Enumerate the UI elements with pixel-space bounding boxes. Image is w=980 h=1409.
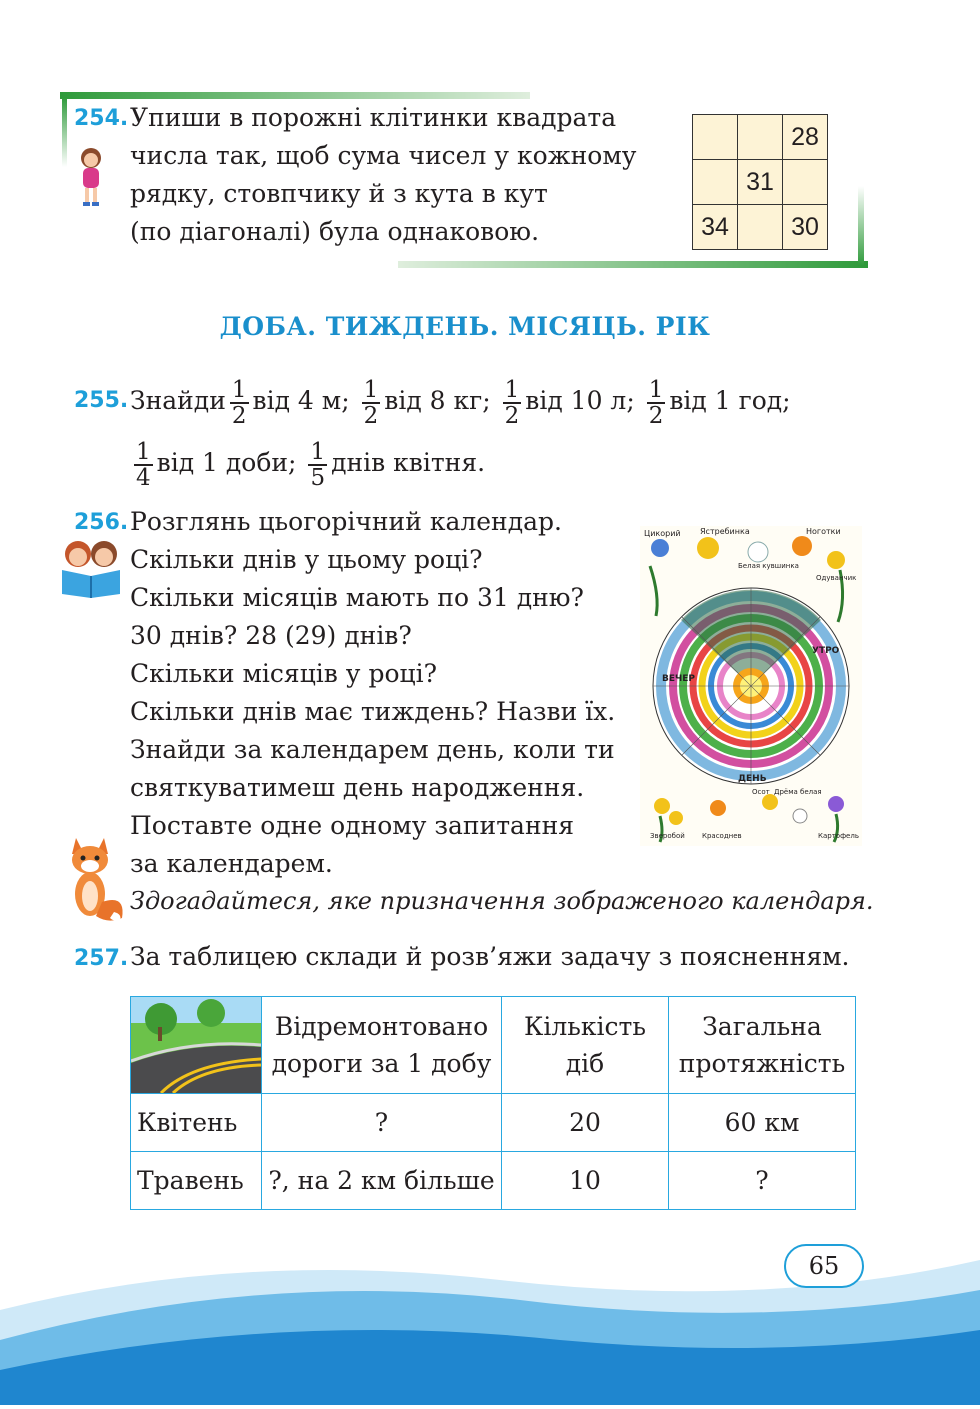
grid-cell[interactable]: [738, 205, 783, 250]
calendar-label: Зверобой: [650, 832, 685, 840]
frame-left-bar: [62, 97, 67, 167]
task-257-number: 257.: [74, 946, 129, 971]
task-255-text: днів квітня.: [331, 448, 486, 477]
calendar-label: Ноготки: [806, 527, 841, 536]
table-row: [131, 1094, 856, 1152]
grid-cell: 30: [783, 205, 828, 250]
calendar-label: Красоднев: [702, 832, 742, 840]
task-255-text: від 1 доби;: [156, 448, 297, 477]
header-line: Відремонтовано: [274, 1012, 489, 1041]
grid-cell[interactable]: [693, 160, 738, 205]
fraction-denominator: 2: [231, 402, 247, 429]
fraction-numerator: 1: [231, 376, 247, 403]
fraction-numerator: 1: [504, 376, 520, 403]
calendar-label: Осот: [752, 788, 770, 796]
task-256-line: Скільки днів у цьому році?: [130, 545, 483, 574]
grid-cell[interactable]: [738, 115, 783, 160]
frame-right-bar: [858, 186, 864, 266]
calendar-label: Картофель: [818, 832, 859, 840]
header-per-day: [262, 997, 502, 1094]
task-256-line: Скільки місяців у році?: [130, 659, 437, 688]
task-256-line: 30 днів? 28 (29) днів?: [130, 621, 412, 650]
task-255-line-1: [130, 375, 791, 428]
fraction-denominator: 4: [136, 464, 151, 491]
row-month: Квітень: [131, 1094, 262, 1152]
fraction-denominator: 2: [504, 402, 520, 429]
fraction: [308, 440, 327, 490]
task-256-line: Знайди за календарем день, коли ти: [130, 735, 615, 764]
task-255-line-2: [130, 437, 485, 490]
task-254-line: (по діагоналі) була однаковою.: [130, 217, 540, 246]
task-256-line: за календарем.: [130, 849, 333, 878]
task-254-line: Упиши в порожні клітинки квадрата: [130, 103, 617, 132]
header-line: протяжність: [678, 1049, 846, 1078]
page-number-badge: [784, 1244, 864, 1288]
fraction: [503, 378, 522, 428]
task-256-number: 256.: [74, 510, 129, 535]
magic-square-grid: [692, 114, 828, 250]
row-per-day: ?, на 2 км більше: [262, 1152, 502, 1210]
header-line: діб: [565, 1049, 605, 1078]
task-256-line: Поставте одне одному запитання: [130, 811, 575, 840]
task-254-line: числа так, щоб сума чисел у кожному: [130, 141, 637, 170]
fraction-numerator: 1: [136, 438, 151, 465]
calendar-label: Ястребинка: [700, 527, 750, 536]
section-title: ДОБА. ТИЖДЕНЬ. МІСЯЦЬ. РІК: [219, 312, 711, 341]
task-254-number: 254.: [74, 106, 129, 131]
task-256-line: святкуватимеш день народження.: [130, 773, 585, 802]
task-255-text: Знайди: [130, 386, 226, 415]
task-256-line: Скільки місяців мають по 31 дню?: [130, 583, 584, 612]
row-total: 60 км: [669, 1094, 856, 1152]
table-row: [131, 1152, 856, 1210]
grid-cell[interactable]: [693, 115, 738, 160]
fraction-numerator: 1: [363, 376, 379, 403]
fraction: [230, 378, 249, 428]
header-line: Загальна: [702, 1012, 822, 1041]
road-image-cell: [131, 997, 262, 1094]
row-month: Травень: [131, 1152, 262, 1210]
task-255-number: 255.: [74, 388, 129, 413]
calendar-label: УТРО: [812, 646, 840, 656]
row-per-day: ?: [262, 1094, 502, 1152]
fraction-numerator: 1: [648, 376, 664, 403]
task-257-text: За таблицею склади й розв’яжи задачу з поясненням.: [130, 942, 850, 971]
frame-top-line: [60, 92, 530, 99]
row-days: 20: [502, 1094, 669, 1152]
task-255-text: від 10 л;: [525, 386, 635, 415]
task-255-text: від 1 год;: [669, 386, 791, 415]
calendar-label: Дрёма белая: [774, 788, 822, 796]
task-254-text: [130, 99, 637, 251]
road-repair-table: [130, 996, 856, 1210]
frame-bottom-line: [398, 261, 868, 268]
fox-icon: [62, 832, 128, 924]
calendar-label: Одуванчик: [816, 574, 857, 582]
calendar-label: Белая кувшинка: [738, 562, 799, 570]
task-256-line: Розглянь цьогорічний календар.: [130, 507, 562, 536]
task-256-line: Скільки днів має тиждень? Назви їх.: [130, 697, 616, 726]
fraction: [362, 378, 381, 428]
calendar-label: ДЕНЬ: [738, 774, 767, 784]
calendar-label: Цикорий: [644, 529, 681, 538]
children-reading-icon: [56, 536, 126, 598]
task-256-text: [130, 503, 615, 883]
grid-cell: 28: [783, 115, 828, 160]
task-256-italic-note: Здогадайтеся, яке призначення зображеного календаря.: [130, 887, 874, 915]
page-number: 65: [808, 1252, 840, 1280]
row-days: 10: [502, 1152, 669, 1210]
header-line: Кількість: [524, 1012, 646, 1041]
task-254-line: рядку, стовпчику й з кута в кут: [130, 179, 548, 208]
fraction-denominator: 5: [310, 464, 326, 491]
grid-cell[interactable]: [783, 160, 828, 205]
grid-cell: 34: [693, 205, 738, 250]
header-days: [502, 997, 669, 1094]
girl-icon: [76, 146, 106, 210]
header-line: дороги за 1 добу: [271, 1049, 492, 1078]
fraction: [134, 440, 153, 490]
calendar-label: ВЕЧЕР: [662, 674, 696, 684]
header-total: [669, 997, 856, 1094]
road-image: [131, 997, 261, 1093]
row-total: ?: [669, 1152, 856, 1210]
fraction-numerator: 1: [310, 438, 326, 465]
grid-cell: 31: [738, 160, 783, 205]
flower-calendar-image: [640, 526, 862, 846]
fraction-denominator: 2: [648, 402, 664, 429]
task-255-text: від 8 кг;: [384, 386, 491, 415]
task-255-text: від 4 м;: [252, 386, 350, 415]
fraction-denominator: 2: [363, 402, 379, 429]
fraction: [647, 378, 666, 428]
